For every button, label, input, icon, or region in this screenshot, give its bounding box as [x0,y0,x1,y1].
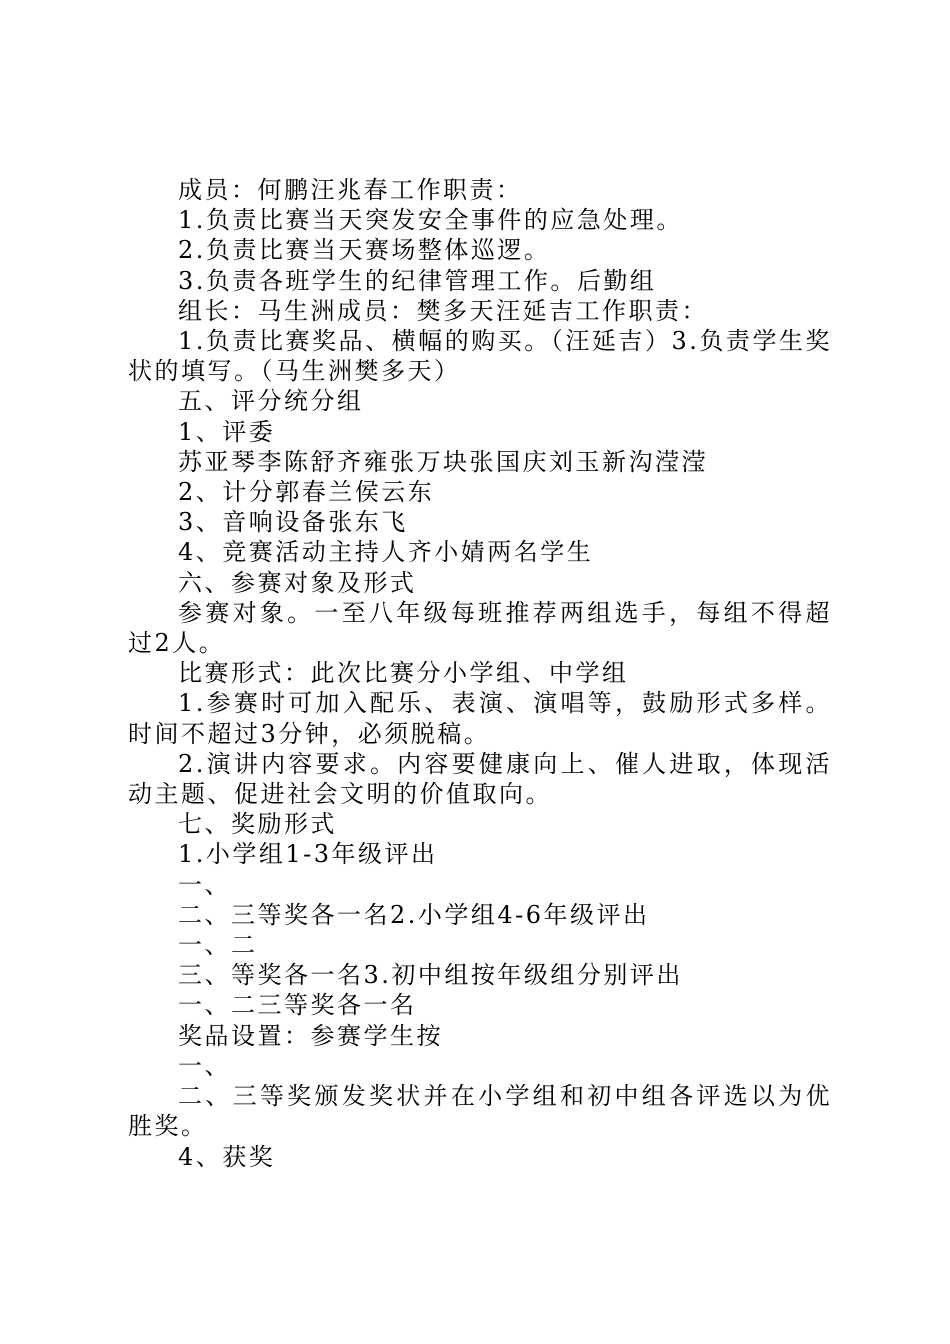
paragraph: 二、三等奖各一名2.小学组4-6年级评出 [178,900,650,929]
paragraph: 组长：马生洲成员：樊多天汪延吉工作职责： [178,296,708,325]
paragraph: 3、音响设备张东飞 [178,508,408,537]
paragraph: 1.负责比赛奖品、横幅的购买。（汪延吉）3.负责学生奖状的填写。（马生洲樊多天） [128,327,832,386]
paragraph: 苏亚琴李陈舒齐雍张万块张国庆刘玉新沟滢滢 [178,447,708,476]
document-body [128,175,832,1172]
paragraph: 1.小学组1-3年级评出 [178,840,438,869]
paragraph: 2、计分郭春兰侯云东 [178,478,435,507]
paragraph: 1.负责比赛当天突发安全事件的应急处理。 [178,206,683,235]
paragraph: 2.演讲内容要求。内容要健康向上、催人进取，体现活动主题、促进社会文明的价值取向。 [128,749,832,809]
paragraph: 一、二三等奖各一名 [178,991,417,1020]
paragraph: 一、 [178,1051,231,1080]
section-heading: 七、奖励形式 [178,810,337,839]
paragraph: 一、 [178,870,231,899]
paragraph: 4、竞赛活动主持人齐小婧两名学生 [178,538,594,567]
paragraph: 比赛形式：此次比赛分小学组、中学组 [178,659,629,688]
paragraph: 3.负责各班学生的纪律管理工作。后勤组 [178,266,657,295]
paragraph: 参赛对象。一至八年级每班推荐两组选手，每组不得超过2人。 [128,598,832,658]
paragraph: 三、等奖各一名3.初中组按年级组分别评出 [178,961,683,990]
paragraph: 2.负责比赛当天赛场整体巡逻。 [178,236,551,265]
paragraph: 成员：何鹏汪兆春工作职责： [178,176,523,204]
paragraph: 奖品设置：参赛学生按 [178,1021,443,1050]
paragraph: 一、二 [178,931,258,960]
paragraph: 4、获奖 [178,1142,276,1171]
paragraph: 二、三等奖颁发奖状并在小学组和初中组各评选以为优胜奖。 [128,1082,832,1141]
paragraph: 1、评委 [178,417,276,446]
section-heading: 六、参赛对象及形式 [178,568,417,597]
section-heading: 五、评分统分组 [178,387,364,416]
paragraph: 1.参赛时可加入配乐、表演、演唱等，鼓励形式多样。时间不超过3分钟，必须脱稿。 [128,689,832,748]
